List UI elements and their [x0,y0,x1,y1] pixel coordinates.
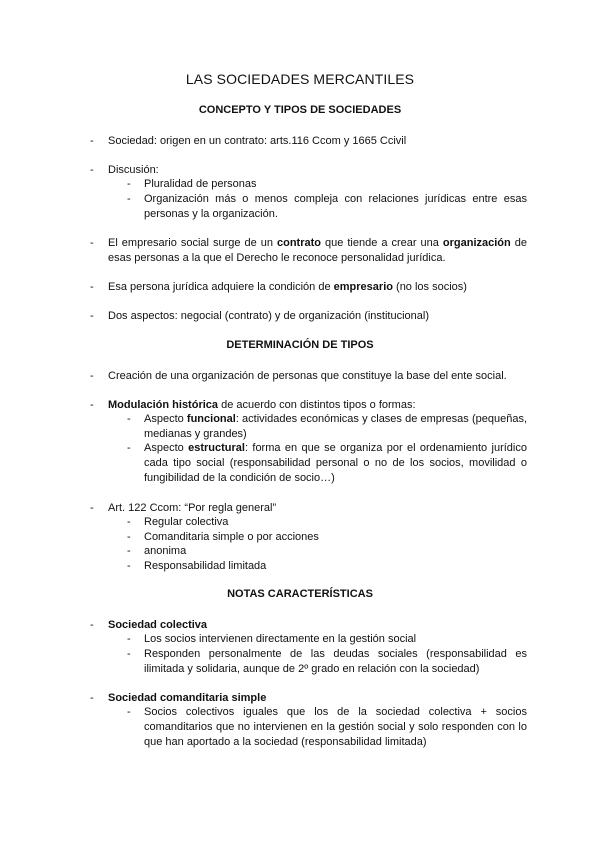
bullet-text: Sociedad comanditaria simple [108,692,267,704]
heading-concepto-tipos: CONCEPTO Y TIPOS DE SOCIEDADES [198,104,402,116]
bold-term: contrato [276,237,321,249]
sub-bullet-text: Organización más o menos compleja con relaciones jurídicas entre esas personas y la organización. [144,193,527,220]
sub-bullet-dash: - [127,516,131,528]
sub-bullet-dash: - [127,633,131,645]
bullet-dash: - [90,370,94,382]
bullet-text [108,236,527,266]
bullet-text: Discusión: [108,164,159,176]
bold-term: organización [442,237,511,249]
document-title: LAS SOCIEDADES MERCANTILES [185,71,415,87]
bullet-dash: - [90,164,94,176]
sub-bullet-text: Pluralidad de personas [144,178,257,190]
text-run: El empresario social surge de un [108,237,277,249]
sub-bullet-dash: - [127,545,131,557]
sub-bullet-text: Responden personalmente de las deudas sociales (responsabilidad es ilimitada y solidaria, aunque de 2º grado en relación con la sociedad) [144,648,527,675]
heading-notas-caracteristicas: NOTAS CARACTERÍSTICAS [227,588,373,600]
sub-bullet-dash: - [127,193,131,205]
bullet-text: Sociedad colectiva [108,619,208,631]
text-run: de esas personas a la que el Derecho le reconoce personalidad jurídica. [108,237,527,264]
text-run: Esa persona jurídica adquiere la condición de [108,281,334,293]
bullet-dash: - [90,619,94,631]
text-run: : actividades económicas y clases de empresas (pequeñas, medianas y grandes) [144,413,527,440]
bullet-text [108,280,527,295]
bullet-text: Sociedad: origen en un contrato: arts.116 Ccom y 1665 Ccivil [108,135,407,147]
sub-bullet-text: Socios colectivos iguales que los de la sociedad colectiva + socios comanditarios que no intervienen en la gestión social y solo responden con lo que han aportado a la sociedad (responsabilidad limitada) [144,706,527,748]
bullet-dash: - [90,237,94,249]
sub-bullet-dash: - [127,178,131,190]
sub-bullet-text: Los socios intervienen directamente en la gestión social [144,633,417,645]
text-run: Aspecto [144,442,189,454]
text-run: : forma en que se organiza por el ordenamiento jurídico cada tipo social (responsabilidad personal o no de los socios, movilidad o fungibilidad de la condición de socio…) [144,442,527,484]
sub-bullet-dash: - [127,442,131,454]
bullet-dash: - [90,502,94,514]
bullet-dash: - [90,399,94,411]
heading-determinacion-tipos: DETERMINACIÓN DE TIPOS [226,339,374,351]
bold-term: Modulación histórica [108,399,219,411]
bullet-dash: - [90,281,94,293]
sub-bullet-text [144,412,527,442]
bold-term: empresario [333,281,393,293]
sub-bullet-dash: - [127,413,131,425]
bullet-text [108,398,527,413]
sub-bullet-text: Responsabilidad limitada [144,560,267,572]
bullet-dash: - [90,692,94,704]
bullet-dash: - [90,310,94,322]
sub-bullet-text: anonima [144,545,187,557]
sub-bullet-dash: - [127,531,131,543]
sub-bullet-dash: - [127,648,131,660]
bullet-dash: - [90,135,94,147]
text-run: que tiende a crear una [320,237,443,249]
sub-bullet-dash: - [127,560,131,572]
text-run: Aspecto [144,413,187,425]
bullet-text: Dos aspectos: negocial (contrato) y de organización (institucional) [108,310,429,322]
bullet-text: Art. 122 Ccom: “Por regla general” [108,502,277,514]
bullet-text: Creación de una organización de personas que constituye la base del ente social. [108,370,507,382]
bold-term: estructural [188,442,245,454]
text-run: (no los socios) [392,281,467,293]
sub-bullet-dash: - [127,706,131,718]
sub-bullet-text: Regular colectiva [144,516,229,528]
bold-term: funcional [186,413,236,425]
text-run: de acuerdo con distintos tipos o formas: [218,399,416,411]
sub-bullet-text: Comanditaria simple o por acciones [144,531,319,543]
sub-bullet-text [144,441,527,486]
